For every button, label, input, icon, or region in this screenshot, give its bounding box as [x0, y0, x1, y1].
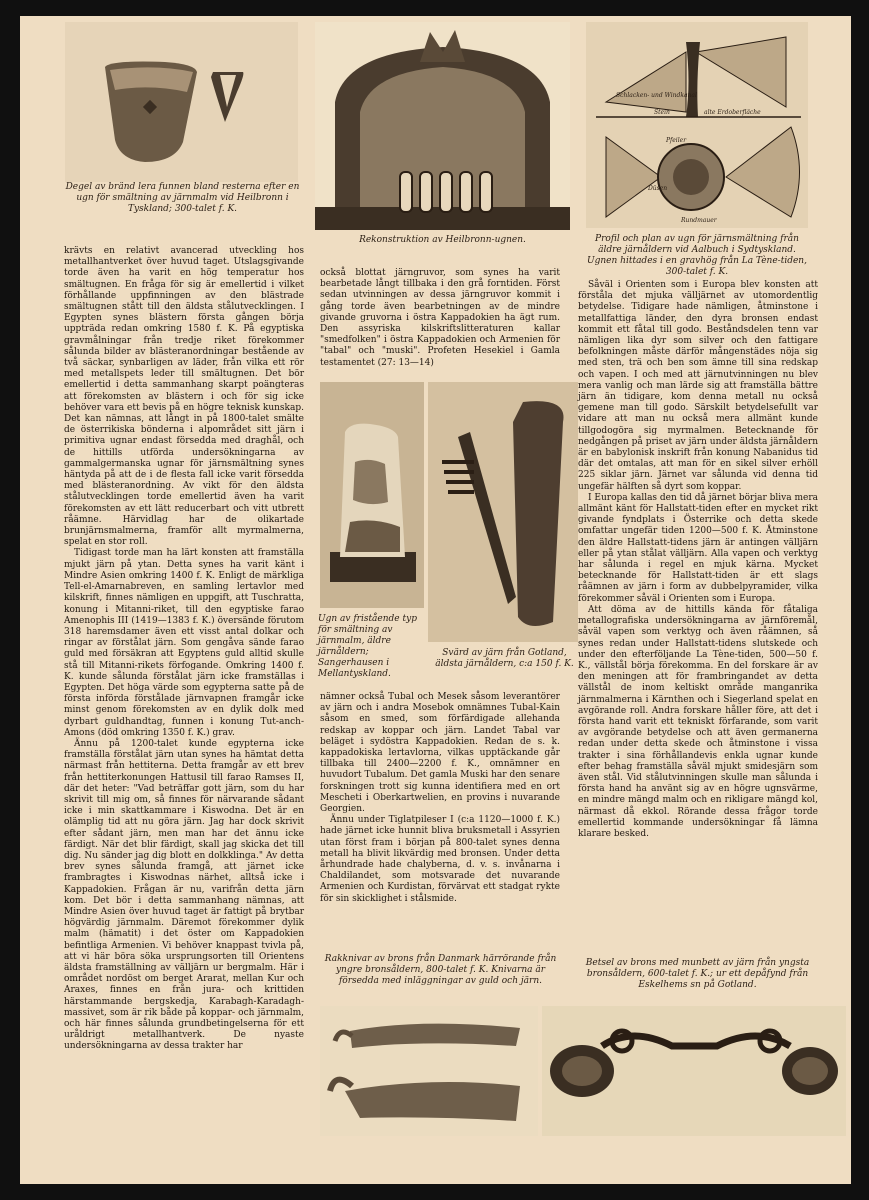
label-stein: Stein [654, 109, 670, 116]
iron-swords-caption: Svärd av järn från Gotland, äldsta järnåldern, c:a 150 f. K. [435, 648, 574, 669]
label-dusen: Düsen [648, 185, 668, 192]
reconstruction-caption: Rekonstruktion av Heilbronn-ugnen. [359, 235, 526, 245]
text-column-left [64, 246, 304, 1176]
furnace-profile-plan-drawing [586, 22, 808, 228]
right-paragraph-1: Såväl i Orienten som i Europa blev konsten att förståla det mjuka välljärnet av utomordentlig betydelse. Tidigare hade nämligen, åtminstone i metallfattiga länder, den dyra bronsen endast kommit ett fåtal till godo. Beståndsdelen tenn var nämligen lika dyr som silver och den fattigare befolkningen måste därför mångenstädes nöja sig med sten, trä och ben som ämne till sina redskap och vapen. I och med att järnutvinningen nu blev mera vanlig och man lärde sig att framställa bättre järn än tidigare, kom denna metall nu också gemene man till godo. Särskilt betydelsefullt var vidare att man nu också mera allmänt kunde tillgodogöra sig myrmalmen. Betecknande för nedgången på priset av järn under äldsta järnåldern är en babylonisk inskrift från konung Nabanidus tid där det omtalas, att man för en sikel silver erhöll 225 siklar järn. Järnet var sålunda vid denna tid ungefär hälften så dyrt som koppar. [578, 280, 818, 492]
razors-caption: Rakknivar av brons från Danmark härrörande från yngre bronsåldern, 800-talet f. K. Knivarna är försedda med inläggningar av guld och järn. [324, 954, 557, 986]
magazine-page [20, 16, 851, 1184]
standalone-furnace-photo [320, 382, 424, 608]
right-paragraph-2: I Europa kallas den tid då järnet börjar bliva mera allmänt känt för Hallstatt-tiden efter en mycket rikt givande fyndplats i Österrike och detta skede omfattar ungefär tiden 1200—500 f. K. Åtminstone den äldre Hallstatt-tidens järn är antingen välljärn eller på ytan stålat välljärn. Alla vapen och verktyg har sålunda i regel en mjuk kärna. Mycket betecknande för Hallstatt-tiden är ett slags råämnen av järn i form av dubbelpyramider, vilka förekommer såväl i Orienten som i Europa. [578, 492, 818, 604]
label-pfeiler: Pfeiler [666, 137, 687, 144]
middle-top-paragraph: också blottat järngruvor, som synes ha varit bearbetade långt tillbaka i den grå forntiden. Först sedan utvinningen av dessa järngruvor kommit i gång torde även bearbetningen av de mindre givande gruvorna i östra Kappadokien ha ägt rum. Den assyriska kilskriftslitteraturen kallar "smedfolken" i östra Kappadokien och Armenien för "tabal" och "muski". Profeten Hesekiel i Gamla testamentet (27: 13—14) [320, 268, 560, 368]
left-paragraph-3: Ännu på 1200-talet kunde egypterna icke framställa förstålat järn utan synes ha hämtat detta närmast från hettiterna. Detta framgår av ett brev från hettiterkonungen Hattusil till farao Ramses II, där det heter: "Vad beträffar gott järn, som du har skrivit till mig om, så finnes för närvarande sådant icke i min skattkammare i Kiswodna. Det är en olämplig tid att nu göra järn. Jag har dock skrivit efter sådant järn, men man har det ännu icke färdigt. När det blir färdigt, skall jag skicka det till dig. Nu sänder jag dig blott en dolkklinga." Av detta brev synes sålunda framgå, att järnet icke frambragtes i Kiswodnas närhet, alltså icke i Kappadokien. Frågan är nu, varifrån detta järn kom. Det bör i detta sammanhang nämnas, att Mindre Asien över huvud taget är fattigt på brytbar högvärdig järnmalm. Däremot förekommer dylik malm (hämatit) i det öster om Kappadokien befintliga Armenien. Vi behöver knappast tvivla på, att vi här böra söka ursprungsorten till Orientens äldsta framställning av välljärn ur bergmalm. Här i området nordöst om berget Ararat, mellan Kur och Araxes, finnes en från jura- och krittiden härstammande bergskedja, Karabagh-Karadagh-massivet, som är rik både på koppar- och järnmalm, och här finnes sålunda grundbetingelserna för ett uråldrigt metallhantverk. De nyaste undersökningarna av dessa trakter har [64, 738, 304, 1052]
iron-swords-photo [428, 382, 578, 642]
right-paragraph-3: Att döma av de hittills kända för fåtaliga metallografiska undersökningarna av järnföremål, såväl vapen som verktyg och även råämnen, så synes redan under Hallstatt-tidens slutskede och under den efterföljande La Tène-tiden, 500—50 f. K., vällstål börja förekomma. En del forskare är av den meningen att för frambringandet av detta vällstål de inom keltiskt område manganrika järnmalmerna i Kärnthen och i Siegerland spelat en avgörande roll. Andra forskare håller före, att det i första hand varit ett tekniskt förfarande, som varit av avgörande betydelse och att även germanerna redan under detta skede och åtminstone i vissa trakter i sina förhållandevis enkla ugnar kunde efter behag framställa såväl mjukt smidesjärn som även stål. Vid stålutvinningen skulle man sålunda i första hand ha använt sig av en högre ugnsvärme, en mindre mängd malm och en rikligare mängd kol, närmast då ekkol. Rörande dessa frågor torde emellertid kommande undersökningar få lämna klarare besked. [578, 604, 818, 839]
left-paragraph-1: krävts en relativt avancerad utveckling hos metallhantverket över huvud taget. Utslagsgivande torde även ha varit en hög temperatur hos smältugnen. En fråga för sig är emellertid i vilket förhållande uppfinningen av den blästrade smältugnen stått till den äldsta stålutvecklingen. I Egypten synes blästern första gången börja uppträda redan omkring 1580 f. K. På egyptiska gravmålningar från tredje riket förekommer sålunda bilder av blästeranordningar bestående av två säckar, synbarligen av läder, från vilka ett rör med metallspets leder till smältugnen. Det bör emellertid i detta sammanhang skarpt poängteras att förekomsten av blästern i och för sig icke behöver vara ett bevis på en högre teknisk kunskap. Det kan nämnas, att långt in på 1800-talet smälte de österrikiska bönderna i alpområdet sitt järn i primitiva ugnar endast försedda med draghål, och de hittills utförda undersökningarna av gammalgermanska ugnar för järnsmältning synes häntyda på att de i de flesta fall icke varit försedda med blästeranordning. Av vikt för den äldsta stålutvecklingen torde emellertid även ha varit förekomsten av ett lätt reducerbart och vitt utbrett råämne. Härvidlag har de olikartade brunjärnsmalmerna, framför allt myrmalmerna, spelat en stor roll. [64, 246, 304, 548]
crucible-photo [65, 22, 298, 182]
profile-plan-caption: Profil och plan av ugn för järnsmältning från äldre järnåldern vid Aalbuch i Sydtyskland. Ugnen hittades i en gravhög från La Tène-tiden, 300-talet f. K. [587, 234, 807, 277]
furnace-reconstruction-drawing [315, 22, 570, 230]
label-windkanal: Schlacken- und Windkanal [616, 92, 697, 99]
middle-bottom-paragraph-2: Ännu under Tiglatpileser I (c:a 1120—1000 f. K.) hade järnet icke hunnit bliva bruksmetall i Assyrien utan först fram i början på 800-talet synes denna metall ha blivit likvärdig med bronsen. Under detta århundrade hade chalyberna, d. v. s. invånarna i Chaldilandet, som motsvarade det nuvarande Armenien och Kurdistan, förvärvat ett stadgat rykte för sin skicklighet i stålsmide. [320, 815, 560, 904]
left-paragraph-2: Tidigast torde man ha lärt konsten att framställa mjukt järn på ytan. Detta synes ha varit känt i Mindre Asien omkring 1400 f. K. Enligt de märkliga Tell-el-Amarnabreven, en samling lertavlor med kilskrift, finnes nämligen en uppgift, att Tuschratta, konung i Mitanni-riket, till den egyptiske farao Amenophis III (1419—1383 f. K.) översände förutom 318 haremsdamer även ett visst antal dolkar och ringar av förstålat järn. Som gengåva sände farao guld med försäkran att Egyptens guld alltid skulle stå till Mitanni-rikets förfogande. Omkring 1400 f. K. kunde sålunda förstålat järn icke framställas i Egypten. Det höga värde som egypterna satte på de första införda förstålade järnvapnen framgår icke minst genom förekomsten av en dylik dolk med dyrbart guldhandtag, funnen i konung Tut-anch-Amons (död omkring 1350 f. K.) grav. [64, 548, 304, 738]
label-erdoberflache: alte Erdoberfläche [704, 109, 761, 116]
standalone-furnace-caption: Ugn av fristående typ för smältning av järnmalm, äldre järnåldern; Sangerhausen i Mellantyskland. [318, 614, 417, 679]
horse-bit-caption: Betsel av brons med munbett av järn från yngsta bronsåldern, 600-talet f. K.; ur ett depåfynd från Eskelhems sn på Gotland. [585, 958, 810, 990]
text-column-right [578, 280, 818, 950]
horse-bit-photo [542, 1006, 846, 1136]
crucible-caption: Degel av bränd lera funnen bland resterna efter en ugn för smältning av järnmalm vid Heilbronn i Tyskland; 300-talet f. K. [65, 182, 300, 214]
middle-bottom-paragraph-1: nämner också Tubal och Mesek såsom leverantörer av järn och i andra Mosebok omnämnes Tubal-Kain såsom en smed, som förfärdigade allehanda redskap av koppar och järn. Landet Tabal var beläget i sydöstra Kappadokien. Redan de s. k. kappadokiska lertavlorna, vilkas upptäckande går tillbaka till 2400—2200 f. K., omnämner en huvudort Tubalum. Det gamla Muski har den senare forskningen trott sig kunna identifiera med en ort Mescheti i Oberkartwelien, en provins i nuvarande Georgien. [320, 692, 560, 815]
text-column-middle-bottom [320, 692, 560, 932]
text-column-middle-top [320, 268, 560, 378]
bronze-razors-photo [320, 1006, 538, 1136]
label-rundmauer: Rundmauer [681, 217, 717, 224]
